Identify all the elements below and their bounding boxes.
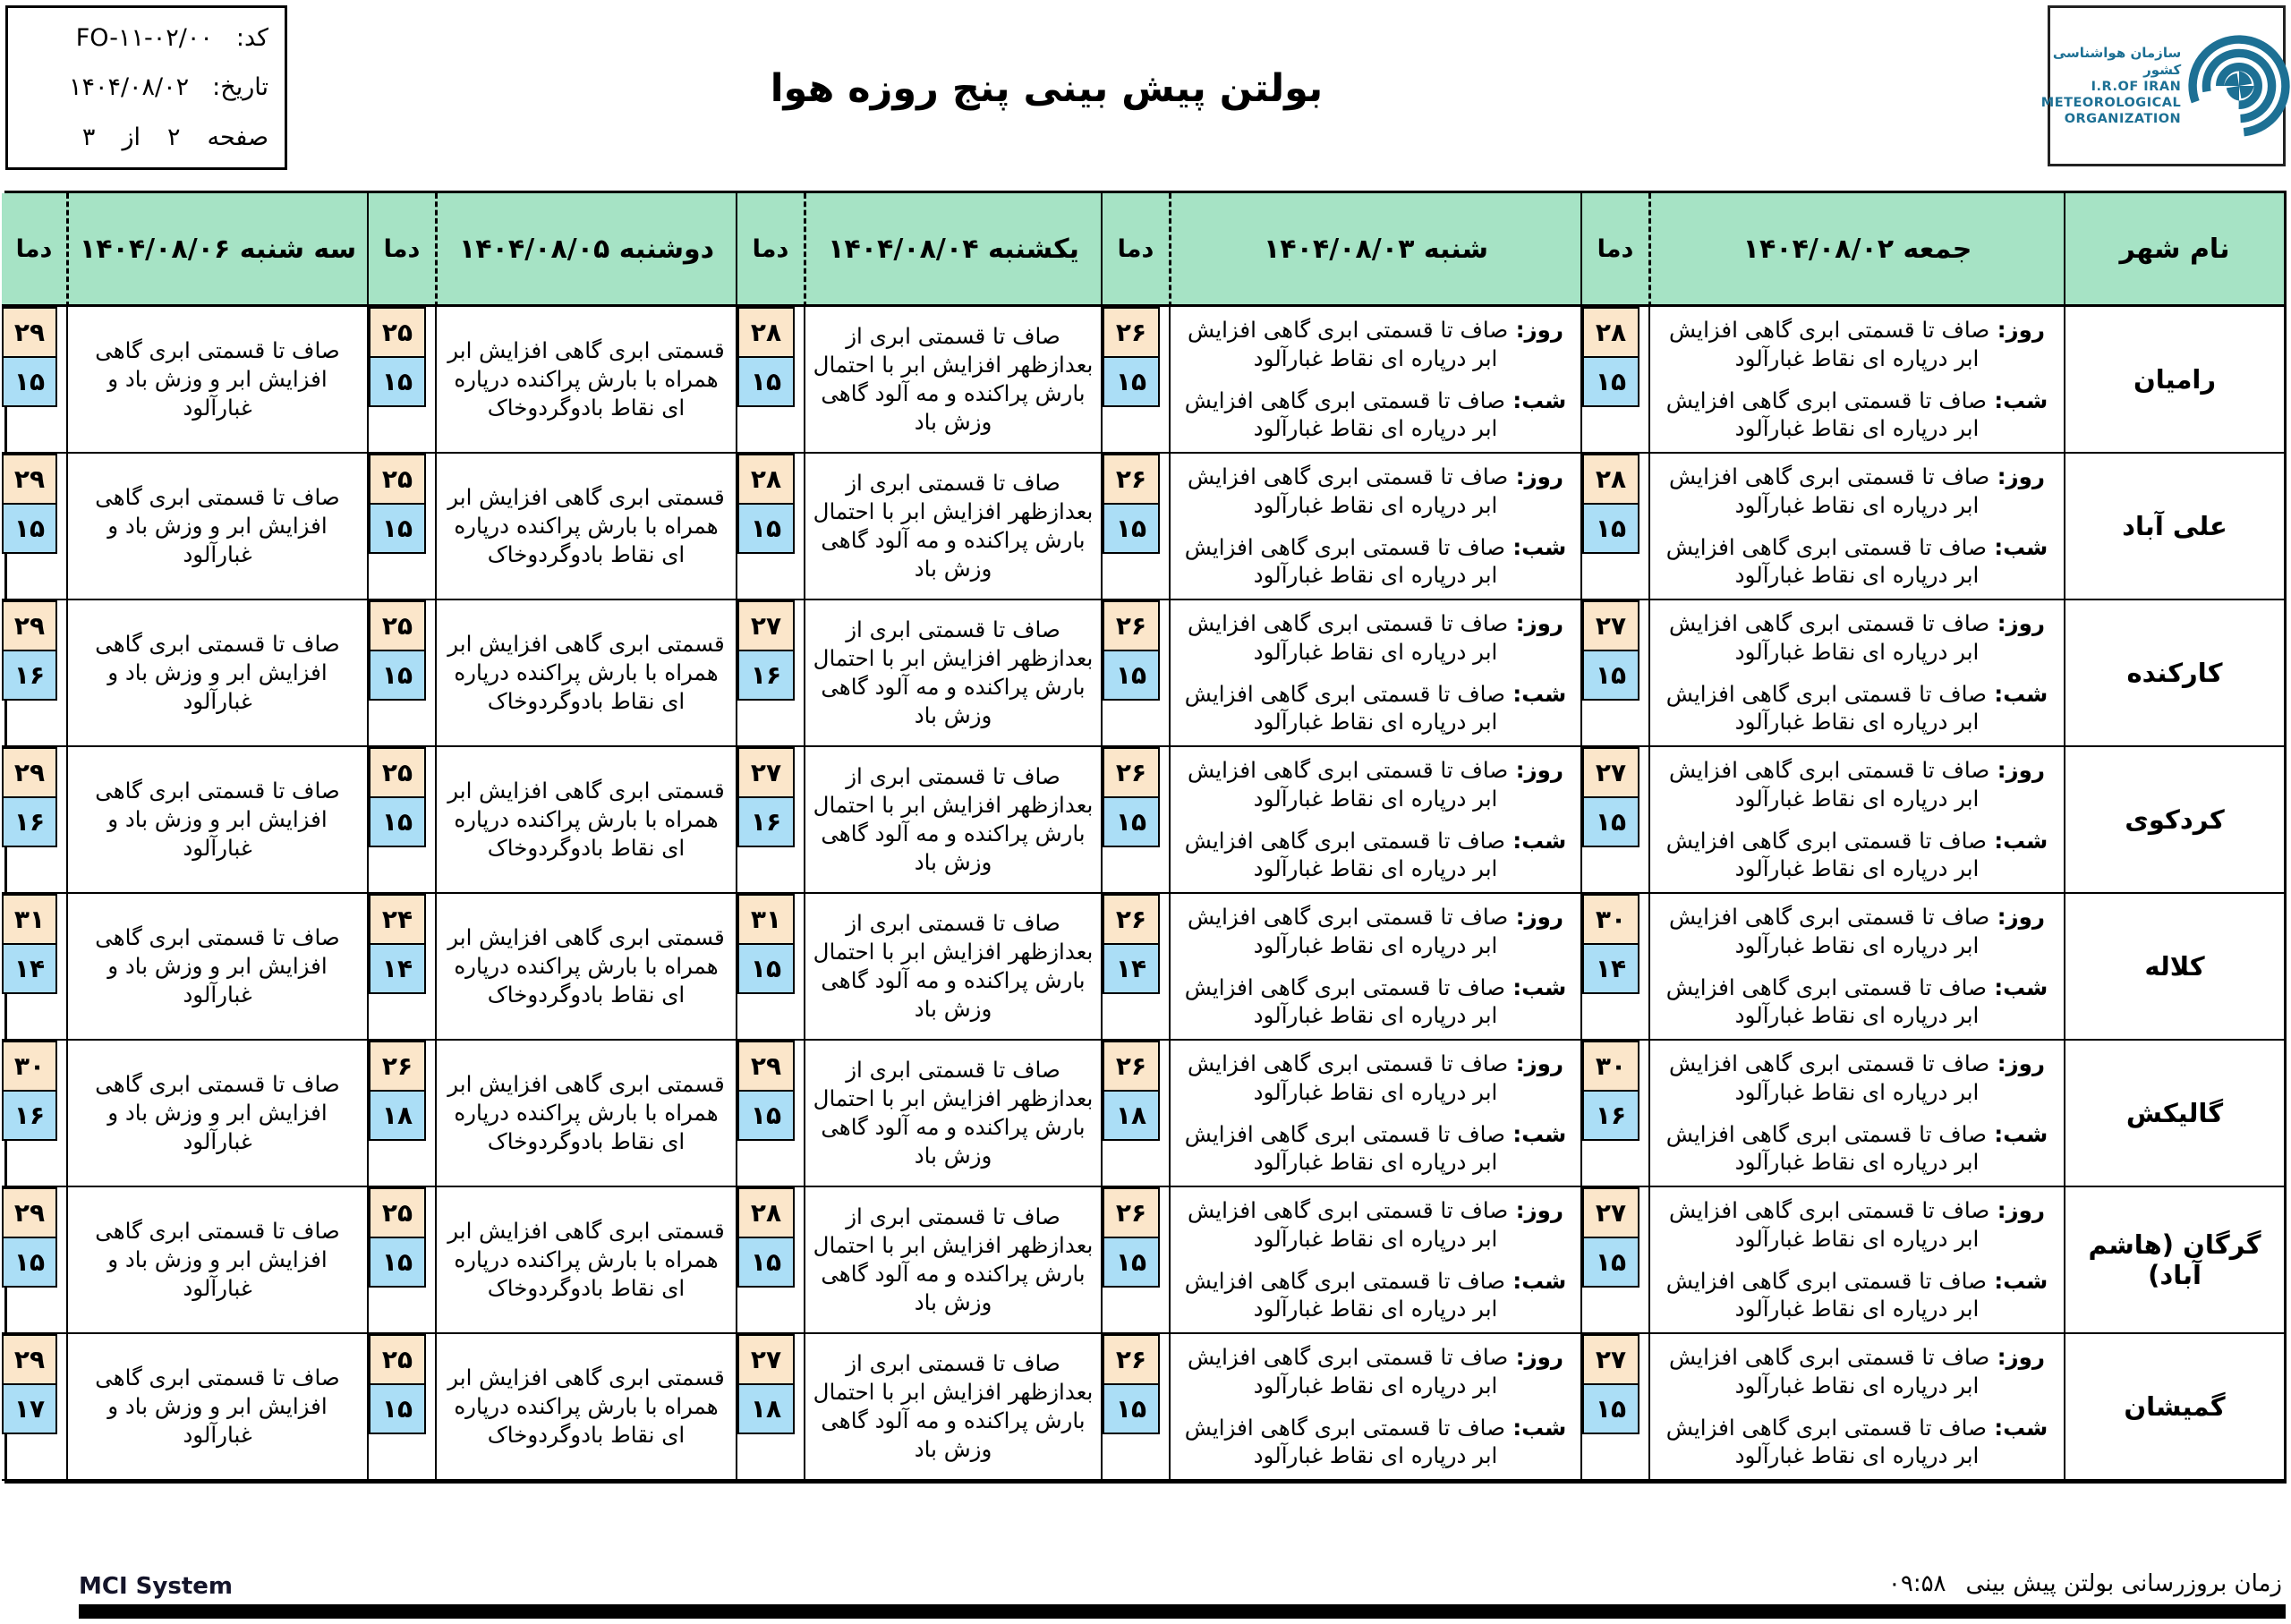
- forecast-cell: صاف تا قسمتی ابری گاهی افزایش ابر و وزش باد و غبارآلود: [66, 747, 367, 894]
- city-name: کارکنده: [2064, 600, 2284, 747]
- column-header-temp-sunday: دما: [736, 193, 804, 307]
- temperature-cell: [1580, 307, 1648, 454]
- forecast-paragraph: روز: صاف تا قسمتی ابری گاهی افزایش ابر درپاره ای نقاط غبارآلود: [1669, 756, 2045, 812]
- daypart-label: شب:: [1986, 680, 2048, 707]
- temp-min-value: ۱۶: [2, 796, 57, 847]
- daypart-label: شب:: [1986, 827, 2048, 854]
- forecast-cell: [1169, 747, 1580, 894]
- page-number: ۲: [166, 123, 181, 151]
- temp-max-value: ۲۶: [369, 1041, 426, 1092]
- forecast-cell: صاف تا قسمتی ابری گاهی افزایش ابر و وزش باد و غبارآلود: [66, 894, 367, 1041]
- forecast-paragraph: شب: صاف تا قسمتی ابری گاهی افزایش ابر درپاره ای نقاط غبارآلود: [1184, 1120, 1567, 1176]
- city-name: علی آباد: [2064, 454, 2284, 600]
- temp-max-value: ۲۸: [737, 1187, 795, 1238]
- page-total: ۳: [81, 123, 96, 151]
- temp-max-value: ۲۶: [1103, 747, 1160, 798]
- temperature-cell: [736, 1041, 804, 1187]
- temp-min-value: ۱۵: [737, 1090, 795, 1141]
- forecast-paragraph: شب: صاف تا قسمتی ابری گاهی افزایش ابر درپاره ای نقاط غبارآلود: [1665, 827, 2048, 882]
- forecast-cell: صاف تا قسمتی ابری گاهی افزایش ابر و وزش باد و غبارآلود: [66, 454, 367, 600]
- temp-min-value: ۱۵: [2, 356, 57, 407]
- temperature-cell: [1580, 1334, 1648, 1481]
- temp-min-value: ۱۵: [1103, 1383, 1160, 1434]
- temperature-cell: [367, 600, 435, 747]
- forecast-paragraph: شب: صاف تا قسمتی ابری گاهی افزایش ابر درپاره ای نقاط غبارآلود: [1665, 974, 2048, 1029]
- city-name: کردکوی: [2064, 747, 2284, 894]
- temp-min-value: ۱۵: [737, 1237, 795, 1288]
- forecast-cell: [1648, 894, 2064, 1041]
- forecast-cell: [1169, 894, 1580, 1041]
- daypart-label: شب:: [1986, 974, 2048, 1000]
- temp-min-value: ۱۵: [1582, 1237, 1639, 1288]
- forecast-cell: صاف تا قسمتی ابری گاهی افزایش ابر و وزش باد و غبارآلود: [66, 600, 367, 747]
- temp-min-value: ۱۴: [1582, 943, 1639, 994]
- temp-max-value: ۲۸: [1582, 454, 1639, 505]
- temp-min-value: ۱۴: [2, 943, 57, 994]
- forecast-paragraph: روز: صاف تا قسمتی ابری گاهی افزایش ابر درپاره ای نقاط غبارآلود: [1188, 903, 1563, 958]
- temp-max-value: ۳۱: [737, 894, 795, 945]
- temp-max-value: ۲۷: [1582, 1187, 1639, 1238]
- forecast-cell: صاف تا قسمتی ابری از بعدازظهر افزایش ابر با احتمال بارش پراکنده و مه آلود گاهی وزش باد: [804, 1334, 1101, 1481]
- temperature-cell: [736, 747, 804, 894]
- daypart-label: شب:: [1504, 827, 1567, 854]
- temp-max-value: ۲۵: [369, 1187, 426, 1238]
- temp-max-value: ۲۷: [737, 600, 795, 651]
- temp-max-value: ۲۵: [369, 307, 426, 358]
- daypart-label: روز:: [1508, 756, 1563, 783]
- temperature-cell: [367, 307, 435, 454]
- temperature-cell: [2, 1187, 66, 1334]
- temp-min-value: ۱۸: [369, 1090, 426, 1141]
- temperature-cell: [2, 600, 66, 747]
- daypart-label: روز:: [1508, 463, 1563, 489]
- daypart-label: شب:: [1504, 1120, 1567, 1147]
- temp-max-value: ۳۰: [1582, 894, 1639, 945]
- temp-max-value: ۲۷: [737, 747, 795, 798]
- temperature-cell: [367, 747, 435, 894]
- city-name: گمیشان: [2064, 1334, 2284, 1481]
- forecast-paragraph: شب: صاف تا قسمتی ابری گاهی افزایش ابر درپاره ای نقاط غبارآلود: [1184, 680, 1567, 735]
- forecast-cell: [1648, 1187, 2064, 1334]
- update-time-value: ۰۹:۵۸: [1887, 1570, 1946, 1597]
- daypart-label: شب:: [1986, 1414, 2048, 1441]
- forecast-paragraph: شب: صاف تا قسمتی ابری گاهی افزایش ابر درپاره ای نقاط غبارآلود: [1665, 1120, 2048, 1176]
- column-header-monday: دوشنبه ۱۴۰۴/۰۸/۰۵: [435, 193, 736, 307]
- daypart-label: روز:: [1989, 1196, 2045, 1223]
- daypart-label: روز:: [1508, 1050, 1563, 1076]
- temp-max-value: ۲۶: [1103, 454, 1160, 505]
- date-label: تاریخ:: [212, 73, 268, 102]
- temperature-cell: [1101, 1334, 1169, 1481]
- forecast-paragraph: شب: صاف تا قسمتی ابری گاهی افزایش ابر درپاره ای نقاط غبارآلود: [1184, 1267, 1567, 1322]
- daypart-label: روز:: [1508, 316, 1563, 343]
- temp-max-value: ۳۰: [1582, 1041, 1639, 1092]
- daypart-label: شب:: [1986, 1120, 2048, 1147]
- forecast-paragraph: روز: صاف تا قسمتی ابری گاهی افزایش ابر درپاره ای نقاط غبارآلود: [1669, 316, 2045, 371]
- temperature-cell: [1580, 454, 1648, 600]
- forecast-cell: صاف تا قسمتی ابری گاهی افزایش ابر و وزش باد و غبارآلود: [66, 1187, 367, 1334]
- temperature-cell: [2, 307, 66, 454]
- forecast-cell: [1169, 1041, 1580, 1187]
- city-name: کلاله: [2064, 894, 2284, 1041]
- temperature-cell: [367, 454, 435, 600]
- temperature-cell: [1580, 1041, 1648, 1187]
- temp-max-value: ۲۸: [1582, 307, 1639, 358]
- temp-max-value: ۲۴: [369, 894, 426, 945]
- code-row: [17, 24, 268, 52]
- column-header-city: نام شهر: [2064, 193, 2284, 307]
- page-title: بولتن پیش بینی پنج روزه هوا: [770, 66, 1324, 111]
- date-row: [17, 73, 268, 101]
- temp-max-value: ۲۶: [1103, 1041, 1160, 1092]
- forecast-cell: صاف تا قسمتی ابری از بعدازظهر افزایش ابر با احتمال بارش پراکنده و مه آلود گاهی وزش باد: [804, 747, 1101, 894]
- forecast-cell: قسمتی ابری گاهی افزایش ابر همراه با بارش پراکنده درپاره ای نقاط بادوگردوخاک: [435, 1187, 736, 1334]
- logo-line-en2: METEOROLOGICAL: [2040, 95, 2182, 110]
- daypart-label: شب:: [1504, 974, 1567, 1000]
- temperature-cell: [2, 747, 66, 894]
- forecast-paragraph: روز: صاف تا قسمتی ابری گاهی افزایش ابر درپاره ای نقاط غبارآلود: [1669, 903, 2045, 958]
- logo-line-en1: I.R.OF IRAN: [2091, 79, 2182, 94]
- temp-max-value: ۲۶: [1103, 307, 1160, 358]
- temp-min-value: ۱۵: [737, 356, 795, 407]
- temperature-cell: [1580, 1187, 1648, 1334]
- update-time-label: زمان بروزرسانی بولتن پیش بینی: [1965, 1570, 2282, 1597]
- column-header-temp-friday: دما: [1580, 193, 1648, 307]
- temperature-cell: [2, 894, 66, 1041]
- daypart-label: روز:: [1989, 756, 2045, 783]
- daypart-label: شب:: [1504, 1267, 1567, 1294]
- temp-max-value: ۲۶: [1103, 600, 1160, 651]
- city-name: گالیکش: [2064, 1041, 2284, 1187]
- daypart-label: شب:: [1504, 680, 1567, 707]
- temp-min-value: ۱۵: [1582, 503, 1639, 554]
- temp-max-value: ۲۹: [2, 1334, 57, 1385]
- temp-min-value: ۱۷: [2, 1383, 57, 1434]
- temp-min-value: ۱۵: [737, 503, 795, 554]
- temp-min-value: ۱۵: [369, 796, 426, 847]
- forecast-paragraph: شب: صاف تا قسمتی ابری گاهی افزایش ابر درپاره ای نقاط غبارآلود: [1665, 533, 2048, 589]
- forecast-cell: قسمتی ابری گاهی افزایش ابر همراه با بارش پراکنده درپاره ای نقاط بادوگردوخاک: [435, 1334, 736, 1481]
- forecast-cell: صاف تا قسمتی ابری از بعدازظهر افزایش ابر با احتمال بارش پراکنده و مه آلود گاهی وزش باد: [804, 894, 1101, 1041]
- forecast-cell: قسمتی ابری گاهی افزایش ابر همراه با بارش پراکنده درپاره ای نقاط بادوگردوخاک: [435, 1041, 736, 1187]
- temp-min-value: ۱۶: [2, 1090, 57, 1141]
- temperature-cell: [2, 1334, 66, 1481]
- spiral-logo-icon: [2186, 33, 2291, 139]
- met-org-logo: [2040, 5, 2286, 166]
- forecast-cell: [1648, 747, 2064, 894]
- temp-max-value: ۲۹: [737, 1041, 795, 1092]
- bottom-divider-bar: [79, 1604, 2286, 1619]
- forecast-paragraph: شب: صاف تا قسمتی ابری گاهی افزایش ابر درپاره ای نقاط غبارآلود: [1184, 974, 1567, 1029]
- daypart-label: روز:: [1989, 1343, 2045, 1370]
- daypart-label: روز:: [1508, 1196, 1563, 1223]
- forecast-cell: صاف تا قسمتی ابری از بعدازظهر افزایش ابر با احتمال بارش پراکنده و مه آلود گاهی وزش باد: [804, 600, 1101, 747]
- forecast-cell: [1648, 454, 2064, 600]
- temperature-cell: [1580, 600, 1648, 747]
- forecast-cell: صاف تا قسمتی ابری گاهی افزایش ابر و وزش باد و غبارآلود: [66, 307, 367, 454]
- temp-min-value: ۱۵: [1582, 796, 1639, 847]
- temp-min-value: ۱۵: [1103, 503, 1160, 554]
- temp-min-value: ۱۵: [369, 1383, 426, 1434]
- temp-min-value: ۱۵: [1103, 650, 1160, 701]
- bulletin-update-time: [1888, 1570, 2282, 1597]
- forecast-cell: [1648, 1334, 2064, 1481]
- code-value: FO-۱۱-۰۲/۰۰: [75, 24, 213, 53]
- forecast-cell: [1648, 1041, 2064, 1187]
- daypart-label: شب:: [1986, 1267, 2048, 1294]
- temp-max-value: ۲۵: [369, 454, 426, 505]
- daypart-label: شب:: [1986, 387, 2048, 413]
- column-header-temp-monday: دما: [367, 193, 435, 307]
- forecast-cell: قسمتی ابری گاهی افزایش ابر همراه با بارش پراکنده درپاره ای نقاط بادوگردوخاک: [435, 454, 736, 600]
- forecast-paragraph: شب: صاف تا قسمتی ابری گاهی افزایش ابر درپاره ای نقاط غبارآلود: [1184, 533, 1567, 589]
- temperature-cell: [2, 454, 66, 600]
- document-info-box: [5, 5, 287, 170]
- temp-min-value: ۱۵: [1582, 650, 1639, 701]
- temp-max-value: ۳۰: [2, 1041, 57, 1092]
- temperature-cell: [1580, 747, 1648, 894]
- temp-min-value: ۱۸: [737, 1383, 795, 1434]
- forecast-cell: صاف تا قسمتی ابری از بعدازظهر افزایش ابر با احتمال بارش پراکنده و مه آلود گاهی وزش باد: [804, 454, 1101, 600]
- temp-max-value: ۲۶: [1103, 1187, 1160, 1238]
- forecast-cell: قسمتی ابری گاهی افزایش ابر همراه با بارش پراکنده درپاره ای نقاط بادوگردوخاک: [435, 600, 736, 747]
- temperature-cell: [1101, 747, 1169, 894]
- forecast-cell: [1169, 1187, 1580, 1334]
- forecast-cell: [1169, 1334, 1580, 1481]
- page-label: صفحه: [207, 123, 268, 151]
- forecast-cell: [1169, 600, 1580, 747]
- forecast-paragraph: شب: صاف تا قسمتی ابری گاهی افزایش ابر درپاره ای نقاط غبارآلود: [1665, 680, 2048, 735]
- forecast-paragraph: روز: صاف تا قسمتی ابری گاهی افزایش ابر درپاره ای نقاط غبارآلود: [1188, 316, 1563, 371]
- temperature-cell: [736, 454, 804, 600]
- temp-max-value: ۲۷: [1582, 747, 1639, 798]
- temperature-cell: [736, 1187, 804, 1334]
- forecast-paragraph: روز: صاف تا قسمتی ابری گاهی افزایش ابر درپاره ای نقاط غبارآلود: [1669, 1343, 2045, 1399]
- daypart-label: روز:: [1989, 463, 2045, 489]
- temp-max-value: ۲۵: [369, 1334, 426, 1385]
- temp-max-value: ۲۹: [2, 600, 57, 651]
- forecast-paragraph: روز: صاف تا قسمتی ابری گاهی افزایش ابر درپاره ای نقاط غبارآلود: [1669, 1196, 2045, 1252]
- temp-max-value: ۲۶: [1103, 894, 1160, 945]
- forecast-paragraph: روز: صاف تا قسمتی ابری گاهی افزایش ابر درپاره ای نقاط غبارآلود: [1188, 1343, 1563, 1399]
- temp-min-value: ۱۵: [369, 650, 426, 701]
- daypart-label: شب:: [1504, 387, 1567, 413]
- temp-min-value: ۱۵: [1103, 796, 1160, 847]
- forecast-paragraph: روز: صاف تا قسمتی ابری گاهی افزایش ابر درپاره ای نقاط غبارآلود: [1188, 463, 1563, 518]
- forecast-cell: قسمتی ابری گاهی افزایش ابر همراه با بارش پراکنده درپاره ای نقاط بادوگردوخاک: [435, 747, 736, 894]
- forecast-paragraph: روز: صاف تا قسمتی ابری گاهی افزایش ابر درپاره ای نقاط غبارآلود: [1188, 1196, 1563, 1252]
- temp-max-value: ۲۹: [2, 307, 57, 358]
- daypart-label: شب:: [1504, 533, 1567, 560]
- temp-min-value: ۱۵: [369, 1237, 426, 1288]
- temp-min-value: ۱۶: [2, 650, 57, 701]
- city-name: گرگان (هاشم آباد): [2064, 1187, 2284, 1334]
- temp-min-value: ۱۵: [1582, 356, 1639, 407]
- daypart-label: روز:: [1508, 1343, 1563, 1370]
- column-header-sunday: یکشنبه ۱۴۰۴/۰۸/۰۴: [804, 193, 1101, 307]
- column-header-temp-saturday: دما: [1101, 193, 1169, 307]
- of-label: از: [122, 123, 141, 151]
- column-header-tuesday: سه شنبه ۱۴۰۴/۰۸/۰۶: [66, 193, 367, 307]
- temp-max-value: ۲۵: [369, 600, 426, 651]
- temperature-cell: [736, 894, 804, 1041]
- temp-min-value: ۱۵: [2, 1237, 57, 1288]
- column-header-temp-tuesday: دما: [2, 193, 66, 307]
- forecast-paragraph: روز: صاف تا قسمتی ابری گاهی افزایش ابر درپاره ای نقاط غبارآلود: [1188, 1050, 1563, 1105]
- temp-max-value: ۲۵: [369, 747, 426, 798]
- temperature-cell: [367, 894, 435, 1041]
- page-header: [5, 5, 2286, 172]
- temperature-cell: [1101, 894, 1169, 1041]
- forecast-cell: صاف تا قسمتی ابری از بعدازظهر افزایش ابر با احتمال بارش پراکنده و مه آلود گاهی وزش باد: [804, 1041, 1101, 1187]
- forecast-paragraph: روز: صاف تا قسمتی ابری گاهی افزایش ابر درپاره ای نقاط غبارآلود: [1188, 609, 1563, 665]
- temperature-cell: [736, 1334, 804, 1481]
- daypart-label: روز:: [1989, 609, 2045, 636]
- page-number-row: [17, 123, 268, 151]
- logo-line-en3: ORGANIZATION: [2064, 111, 2182, 126]
- temperature-cell: [1101, 1187, 1169, 1334]
- temp-min-value: ۱۶: [1582, 1090, 1639, 1141]
- temperature-cell: [736, 307, 804, 454]
- temperature-cell: [1101, 307, 1169, 454]
- column-header-friday: جمعه ۱۴۰۴/۰۸/۰۲: [1648, 193, 2064, 307]
- temperature-cell: [1101, 1041, 1169, 1187]
- temp-min-value: ۱۵: [1103, 356, 1160, 407]
- temperature-cell: [1580, 894, 1648, 1041]
- temp-min-value: ۱۵: [1103, 1237, 1160, 1288]
- temp-max-value: ۲۹: [2, 747, 57, 798]
- temp-max-value: ۲۶: [1103, 1334, 1160, 1385]
- forecast-paragraph: شب: صاف تا قسمتی ابری گاهی افزایش ابر درپاره ای نقاط غبارآلود: [1184, 387, 1567, 442]
- forecast-paragraph: شب: صاف تا قسمتی ابری گاهی افزایش ابر درپاره ای نقاط غبارآلود: [1665, 387, 2048, 442]
- temperature-cell: [2, 1041, 66, 1187]
- city-name: رامیان: [2064, 307, 2284, 454]
- code-label: کد:: [235, 24, 268, 53]
- column-header-saturday: شنبه ۱۴۰۴/۰۸/۰۳: [1169, 193, 1580, 307]
- daypart-label: روز:: [1508, 609, 1563, 636]
- forecast-paragraph: روز: صاف تا قسمتی ابری گاهی افزایش ابر درپاره ای نقاط غبارآلود: [1669, 1050, 2045, 1105]
- temp-max-value: ۲۹: [2, 1187, 57, 1238]
- temp-max-value: ۲۸: [737, 454, 795, 505]
- forecast-paragraph: شب: صاف تا قسمتی ابری گاهی افزایش ابر درپاره ای نقاط غبارآلود: [1665, 1414, 2048, 1469]
- temp-max-value: ۲۹: [2, 454, 57, 505]
- forecast-table: [4, 191, 2287, 1484]
- temp-min-value: ۱۵: [737, 943, 795, 994]
- temp-min-value: ۱۵: [369, 356, 426, 407]
- forecast-paragraph: شب: صاف تا قسمتی ابری گاهی افزایش ابر درپاره ای نقاط غبارآلود: [1665, 1267, 2048, 1322]
- temperature-cell: [367, 1334, 435, 1481]
- forecast-cell: قسمتی ابری گاهی افزایش ابر همراه با بارش پراکنده درپاره ای نقاط بادوگردوخاک: [435, 894, 736, 1041]
- temperature-cell: [1101, 454, 1169, 600]
- temp-min-value: ۱۶: [737, 650, 795, 701]
- temp-min-value: ۱۴: [1103, 943, 1160, 994]
- temp-min-value: ۱۸: [1103, 1090, 1160, 1141]
- temp-max-value: ۲۷: [1582, 1334, 1639, 1385]
- forecast-paragraph: روز: صاف تا قسمتی ابری گاهی افزایش ابر درپاره ای نقاط غبارآلود: [1669, 463, 2045, 518]
- forecast-paragraph: شب: صاف تا قسمتی ابری گاهی افزایش ابر درپاره ای نقاط غبارآلود: [1184, 1414, 1567, 1469]
- forecast-cell: [1648, 307, 2064, 454]
- forecast-paragraph: شب: صاف تا قسمتی ابری گاهی افزایش ابر درپاره ای نقاط غبارآلود: [1184, 827, 1567, 882]
- temp-min-value: ۱۶: [737, 796, 795, 847]
- forecast-cell: صاف تا قسمتی ابری از بعدازظهر افزایش ابر با احتمال بارش پراکنده و مه آلود گاهی وزش باد: [804, 1187, 1101, 1334]
- date-value: ۱۴۰۴/۰۸/۰۲: [68, 73, 190, 102]
- daypart-label: روز:: [1508, 903, 1563, 930]
- daypart-label: روز:: [1989, 903, 2045, 930]
- daypart-label: روز:: [1989, 1050, 2045, 1076]
- forecast-cell: صاف تا قسمتی ابری گاهی افزایش ابر و وزش باد و غبارآلود: [66, 1334, 367, 1481]
- temp-min-value: ۱۴: [369, 943, 426, 994]
- daypart-label: شب:: [1504, 1414, 1567, 1441]
- forecast-cell: [1169, 454, 1580, 600]
- temperature-cell: [1101, 600, 1169, 747]
- temp-max-value: ۲۷: [1582, 600, 1639, 651]
- forecast-cell: قسمتی ابری گاهی افزایش ابر همراه با بارش پراکنده درپاره ای نقاط بادوگردوخاک: [435, 307, 736, 454]
- forecast-paragraph: روز: صاف تا قسمتی ابری گاهی افزایش ابر درپاره ای نقاط غبارآلود: [1188, 756, 1563, 812]
- temperature-cell: [736, 600, 804, 747]
- temp-max-value: ۲۸: [737, 307, 795, 358]
- temp-min-value: ۱۵: [1582, 1383, 1639, 1434]
- met-org-logo-text: [2041, 45, 2181, 127]
- temperature-cell: [367, 1187, 435, 1334]
- logo-line-fa: سازمان هواشناسی کشور: [2052, 45, 2182, 78]
- title-area: [287, 5, 2048, 172]
- forecast-cell: [1169, 307, 1580, 454]
- temperature-cell: [367, 1041, 435, 1187]
- forecast-cell: [1648, 600, 2064, 747]
- forecast-cell: صاف تا قسمتی ابری گاهی افزایش ابر و وزش باد و غبارآلود: [66, 1041, 367, 1187]
- forecast-paragraph: روز: صاف تا قسمتی ابری گاهی افزایش ابر درپاره ای نقاط غبارآلود: [1669, 609, 2045, 665]
- temp-max-value: ۲۷: [737, 1334, 795, 1385]
- temp-min-value: ۱۵: [2, 503, 57, 554]
- daypart-label: روز:: [1989, 316, 2045, 343]
- forecast-cell: صاف تا قسمتی ابری از بعدازظهر افزایش ابر با احتمال بارش پراکنده و مه آلود گاهی وزش باد: [804, 307, 1101, 454]
- temp-max-value: ۳۱: [2, 894, 57, 945]
- mci-system-label: MCI System: [79, 1573, 233, 1600]
- daypart-label: شب:: [1986, 533, 2048, 560]
- temp-min-value: ۱۵: [369, 503, 426, 554]
